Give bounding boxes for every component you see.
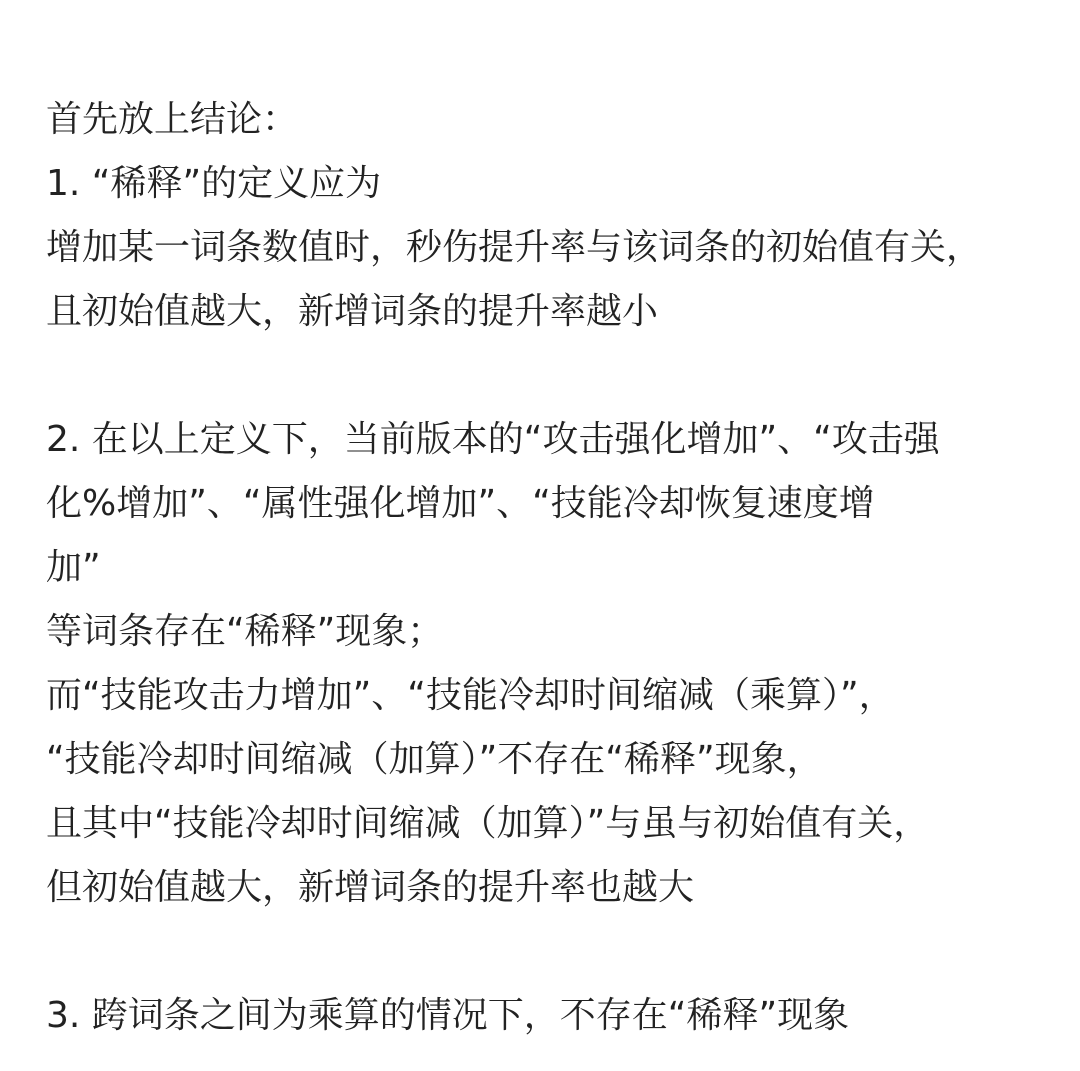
blank-line [46, 344, 1046, 408]
text-line: 首先放上结论： [46, 99, 299, 140]
text-line: 增加某一词条数值时，秒伤提升率与该词条的初始值有关， [46, 227, 983, 268]
text-line: 化%增加”、“属性强化增加”、“技能冷却恢复速度增 [46, 483, 875, 524]
text-line: 而“技能攻击力增加”、“技能冷却时间缩减（乘算）”， [46, 675, 895, 716]
text-line: 且初始值越大，新增词条的提升率越小 [46, 291, 659, 332]
text-line: 且其中“技能冷却时间缩减（加算）”与虽与初始值有关， [46, 803, 930, 844]
text-line: 3. 跨词条之间为乘算的情况下，不存在“稀释”现象 [46, 995, 850, 1036]
text-line: 等词条存在“稀释”现象； [46, 611, 444, 652]
text-line: 加” [46, 547, 101, 588]
text-line: 2. 在以上定义下，当前版本的“攻击强化增加”、“攻击强 [46, 419, 940, 460]
text-line: 但初始值越大，新增词条的提升率也越大 [46, 867, 695, 908]
blank-line [46, 920, 1046, 984]
text-line: “技能冷却时间缩减（加算）”不存在“稀释”现象， [46, 739, 823, 780]
text-line: 1. “稀释”的定义应为 [46, 163, 382, 204]
document-body [46, 88, 1046, 1048]
